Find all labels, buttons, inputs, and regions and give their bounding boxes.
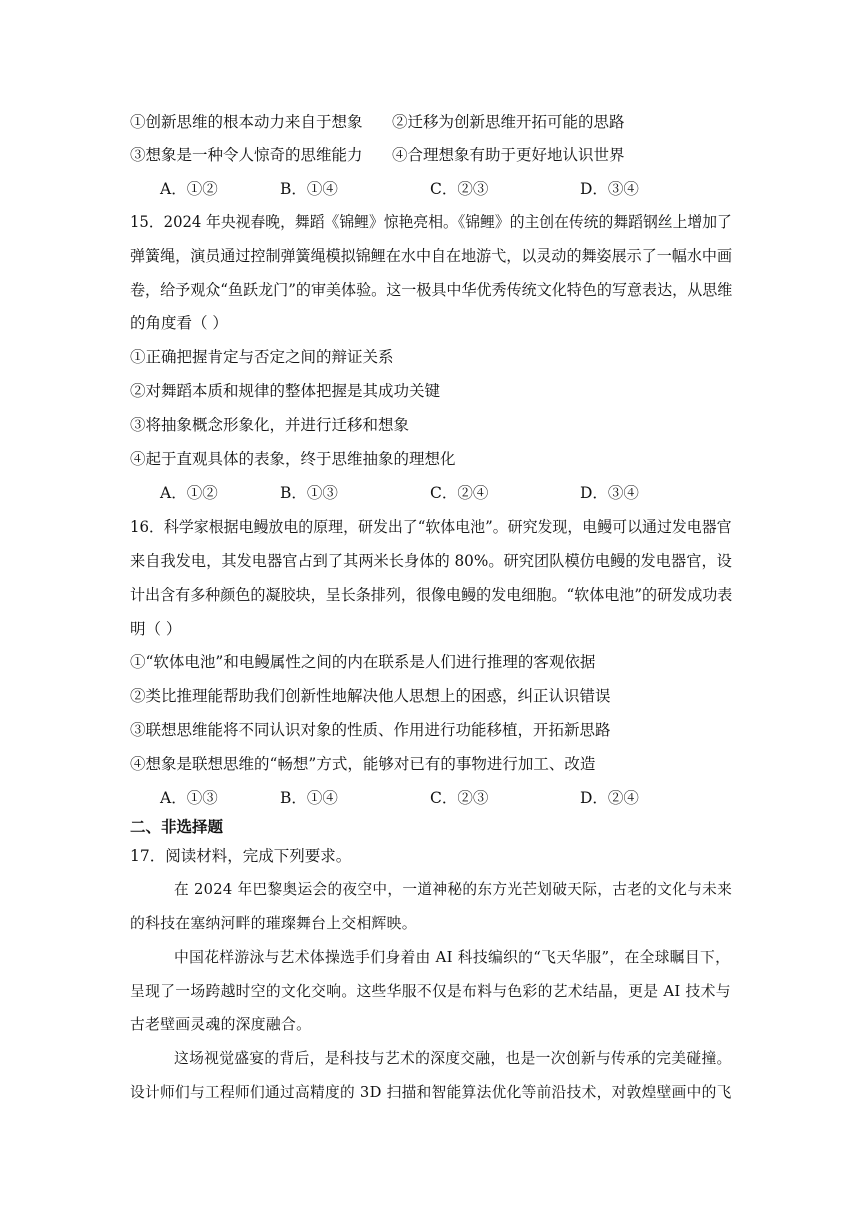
q16-option-c[interactable]: C．②③: [430, 789, 489, 807]
q14-option-c[interactable]: C．②③: [430, 180, 489, 198]
q16-stem-line-3: 计出含有多种颜色的凝胶块，呈长条排列，很像电鳗的发电细胞。“软体电池”的研发成功表: [130, 586, 733, 604]
q16-statement-2: ②类比推理能帮助我们创新性地解决他人思想上的困惑，纠正认识错误: [130, 687, 611, 705]
q15-stem-line-2: 弹簧绳，演员通过控制弹簧绳模拟锦鲤在水中自在地游弋，以灵动的舞姿展示了一幅水中画: [130, 247, 733, 265]
q14-option-a[interactable]: A．①②: [160, 180, 218, 198]
material-line-4: 呈现了一场跨越时空的文化交响。这些华服不仅是布料与色彩的艺术结晶，更是 AI 技术与: [130, 983, 731, 1000]
q15-statement-1: ①正确把握肯定与否定之间的辩证关系: [130, 348, 394, 366]
q15-stem-line-3: 卷，给予观众“鱼跃龙门”的审美体验。这一极具中华优秀传统文化特色的写意表达，从思维: [130, 281, 733, 299]
q16-option-b[interactable]: B．①④: [280, 789, 338, 807]
material-line-5: 古老壁画灵魂的深度融合。: [130, 1016, 312, 1033]
q17-stem: 17．阅读材料，完成下列要求。: [130, 847, 352, 865]
material-line-2: 的科技在塞纳河畔的璀璨舞台上交相辉映。: [130, 915, 417, 932]
q15-stem-line-4: 的角度看（ ）: [130, 314, 228, 332]
q14-statement-3: ③想象是一种令人惊奇的思维能力: [130, 146, 363, 164]
material-line-7: 设计师们与工程师们通过高精度的 3D 扫描和智能算法优化等前沿技术，对敦煌壁画中的飞: [130, 1084, 732, 1101]
material-line-1: 在 2024 年巴黎奥运会的夜空中，一道神秘的东方光芒划破天际，古老的文化与未来: [174, 881, 733, 898]
q16-option-d[interactable]: D．②④: [580, 789, 639, 807]
q15-stem-line-1: 15．2024 年央视春晚，舞蹈《锦鲤》惊艳亮相。《锦鲤》的主创在传统的舞蹈钢丝上增加了: [130, 213, 732, 231]
q16-stem-line-4: 明（ ）: [130, 620, 182, 638]
q15-statement-4: ④起于直观具体的表象，终于思维抽象的理想化: [130, 450, 456, 468]
material-line-3: 中国花样游泳与艺术体操选手们身着由 AI 科技编织的“飞天华服”，在全球瞩目下，: [174, 949, 731, 966]
q14-statement-2: ②迁移为创新思维开拓可能的思路: [392, 113, 625, 131]
q16-statement-3: ③联想思维能将不同认识对象的性质、作用进行功能移植，开拓新思路: [130, 721, 611, 739]
q15-statement-3: ③将抽象概念形象化，并进行迁移和想象: [130, 416, 410, 434]
q15-option-d[interactable]: D．③④: [580, 484, 639, 502]
q16-stem-line-1: 16．科学家根据电鳗放电的原理，研发出了“软体电池”。研究发现，电鳗可以通过发电器官: [130, 518, 732, 536]
q14-statement-1: ①创新思维的根本动力来自于想象: [130, 113, 363, 131]
q14-option-b[interactable]: B．①④: [280, 180, 338, 198]
q15-option-a[interactable]: A．①②: [160, 484, 218, 502]
q16-statement-1: ①“软体电池”和电鳗属性之间的内在联系是人们进行推理的客观依据: [130, 653, 596, 671]
q15-option-c[interactable]: C．②④: [430, 484, 489, 502]
section-heading: 二、非选择题: [130, 818, 224, 836]
q15-option-b[interactable]: B．①③: [280, 484, 338, 502]
q16-statement-4: ④想象是联想思维的“畅想”方式，能够对已有的事物进行加工、改造: [130, 755, 596, 773]
q14-statement-4: ④合理想象有助于更好地认识世界: [392, 146, 625, 164]
q15-statement-2: ②对舞蹈本质和规律的整体把握是其成功关键: [130, 382, 441, 400]
material-line-6: 这场视觉盛宴的背后，是科技与艺术的深度交融，也是一次创新与传承的完美碰撞。: [174, 1050, 732, 1067]
q16-option-a[interactable]: A．①③: [160, 789, 218, 807]
q16-stem-line-2: 来自我发电，其发电器官占到了其两米长身体的 80%。研究团队模仿电鳗的发电器官，设: [130, 552, 732, 570]
q14-option-d[interactable]: D．③④: [580, 180, 639, 198]
